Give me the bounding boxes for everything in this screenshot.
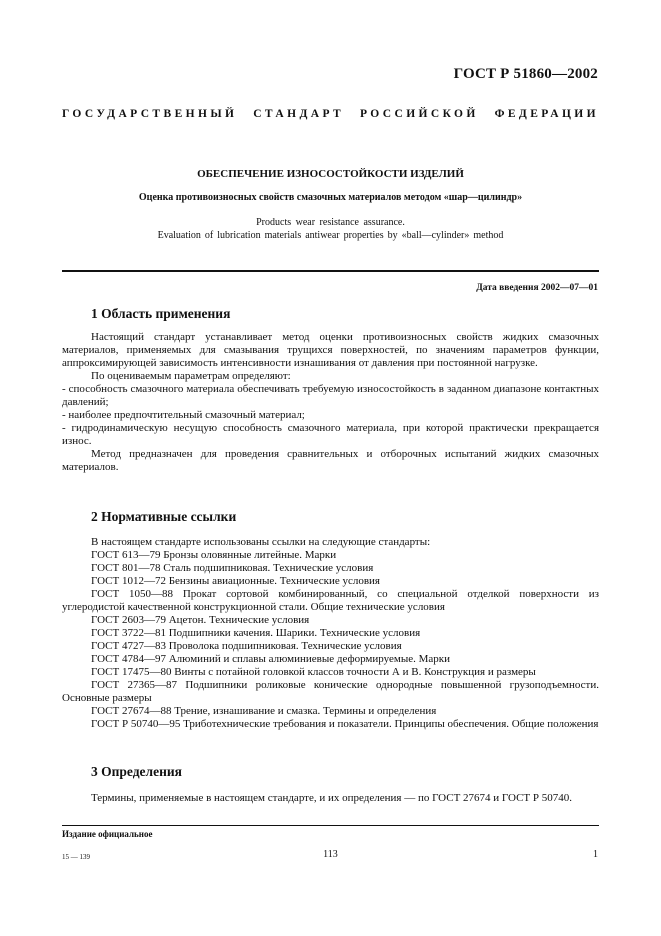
section-body-normative-references [62, 536, 599, 731]
paragraph: В настоящем стандарте использованы ссылки на следующие стандарты: [91, 536, 431, 548]
section-heading-scope: 1 Область применения [91, 306, 231, 321]
reference-item: ГОСТ 1050—88 Прокат сортовой комбинированный, со специальной отделкой поверхности из углеродистой качественной конструкционной стали. Общие технические условия [62, 588, 599, 613]
reference-item: ГОСТ 801—78 Сталь подшипниковая. Технические условия [91, 562, 374, 574]
section-heading-normative-references: 2 Нормативные ссылки [91, 509, 237, 524]
subtitle: Оценка противоизносных свойств смазочных материалов методом «шар—цилиндр» [138, 192, 523, 203]
print-code: 15 — 139 [62, 853, 90, 861]
list-item: - способность смазочного материала обеспечивать требуемую износостойкость в заданном диапазоне контактных давлений; [62, 383, 599, 408]
reference-item: ГОСТ 1012—72 Бензины авиационные. Технические условия [91, 575, 380, 587]
reference-item: ГОСТ Р 50740—95 Триботехнические требования и показатели. Принципы обеспечения. Общие положения [91, 718, 599, 730]
title-divider [62, 270, 599, 272]
reference-item: ГОСТ 2603—79 Ацетон. Технические условия [91, 614, 310, 626]
document-number: ГОСТ Р 51860—2002 [453, 66, 598, 82]
english-title-line-2: Evaluation of lubrication materials antiwear properties by «ball—cylinder» method [157, 230, 504, 241]
state-standard-banner: ГОСУДАРСТВЕННЫЙ СТАНДАРТ РОССИЙСКОЙ ФЕДЕРАЦИИ [62, 108, 599, 120]
paragraph: По оцениваемым параметрам определяют: [91, 370, 291, 382]
paragraph: Метод предназначен для проведения сравнительных и отборочных испытаний жидких смазочных материалов. [62, 448, 599, 473]
reference-item: ГОСТ 4784—97 Алюминий и сплавы алюминиевые деформируемые. Марки [91, 653, 450, 665]
reference-item: ГОСТ 17475—80 Винты с потайной головкой классов точности А и В. Конструкция и размеры [91, 666, 536, 678]
english-title-line-1: Products wear resistance assurance. [256, 217, 405, 228]
introduction-date: Дата введения 2002—07—01 [476, 283, 598, 293]
list-item: - наиболее предпочтительный смазочный материал; [62, 409, 305, 421]
collection-page-number: 113 [323, 849, 338, 860]
official-edition-label: Издание официальное [62, 829, 153, 839]
list-item: - гидродинамическую несущую способность смазочного материала, при которой практически прекращается износ. [62, 422, 599, 447]
section-body-scope [62, 331, 599, 474]
reference-item: ГОСТ 3722—81 Подшипники качения. Шарики. Технические условия [91, 627, 421, 639]
paragraph: Настоящий стандарт устанавливает метод оценки противоизносных свойств жидких смазочных материалов, применяемых для смазывания трущихся поверхностей, по значениям параметров функции, аппроксимирующей зависимость интенсивности изнашивания от давления при постоянной нагрузке. [62, 331, 599, 369]
reference-item: ГОСТ 4727—83 Проволока подшипниковая. Технические условия [91, 640, 402, 652]
section-body-definitions [62, 792, 599, 805]
reference-item: ГОСТ 27674—88 Трение, изнашивание и смазка. Термины и определения [91, 705, 437, 717]
footer-divider [62, 825, 599, 826]
section-heading-definitions: 3 Определения [91, 764, 182, 779]
reference-item: ГОСТ 613—79 Бронзы оловянные литейные. Марки [91, 549, 337, 561]
main-title: ОБЕСПЕЧЕНИЕ ИЗНОСОСТОЙКОСТИ ИЗДЕЛИЙ [197, 168, 464, 180]
page-number: 1 [593, 849, 598, 860]
reference-item: ГОСТ 27365—87 Подшипники роликовые конические однородные повышенной грузоподъемности. Основные размеры [62, 679, 599, 704]
paragraph: Термины, применяемые в настоящем стандарте, и их определения — по ГОСТ 27674 и ГОСТ Р 50740. [91, 792, 573, 804]
